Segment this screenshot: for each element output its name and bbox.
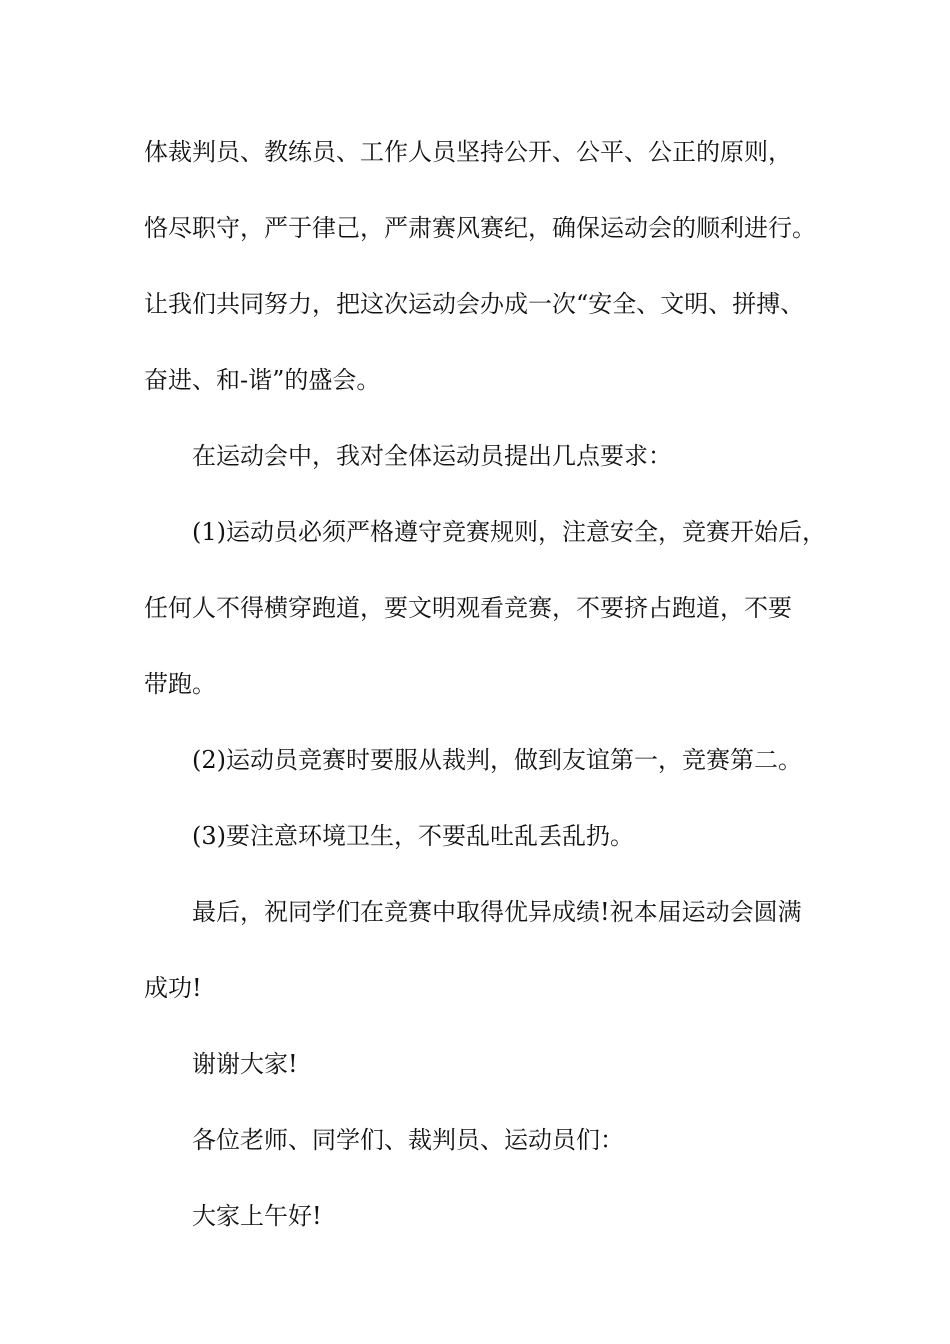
text-line: 带跑。 — [144, 670, 216, 698]
paragraph-line: 大家上午好! — [192, 1202, 322, 1230]
text-line: 恪尽职守，严于律己，严肃赛风赛纪，确保运动会的顺利进行。 — [144, 214, 816, 242]
paragraph-line: 谢谢大家! — [192, 1050, 298, 1078]
paragraph-line: (3)要注意环境卫生，不要乱吐乱丢乱扔。 — [192, 822, 634, 850]
text-line: 让我们共同努力，把这次运动会办成一次“安全、文明、拼搏、 — [144, 290, 805, 318]
paragraph-line: 各位老师、同学们、裁判员、运动员们： — [192, 1126, 624, 1154]
paragraph-line: 最后，祝同学们在竞赛中取得优异成绩!祝本届运动会圆满 — [192, 898, 802, 926]
text-line: 体裁判员、教练员、工作人员坚持公开、公平、公正的原则， — [144, 138, 792, 166]
paragraph-line: 在运动会中，我对全体运动员提出几点要求： — [192, 442, 672, 470]
text-line: 任何人不得横穿跑道，要文明观看竞赛，不要挤占跑道，不要 — [144, 594, 792, 622]
text-line: 成功! — [144, 974, 202, 1002]
paragraph-line: (1)运动员必须严格遵守竞赛规则，注意安全，竞赛开始后， — [192, 518, 826, 546]
text-line: 奋进、和-谐”的盛会。 — [144, 366, 381, 394]
paragraph-line: (2)运动员竞赛时要服从裁判，做到友谊第一，竞赛第二。 — [192, 746, 802, 774]
